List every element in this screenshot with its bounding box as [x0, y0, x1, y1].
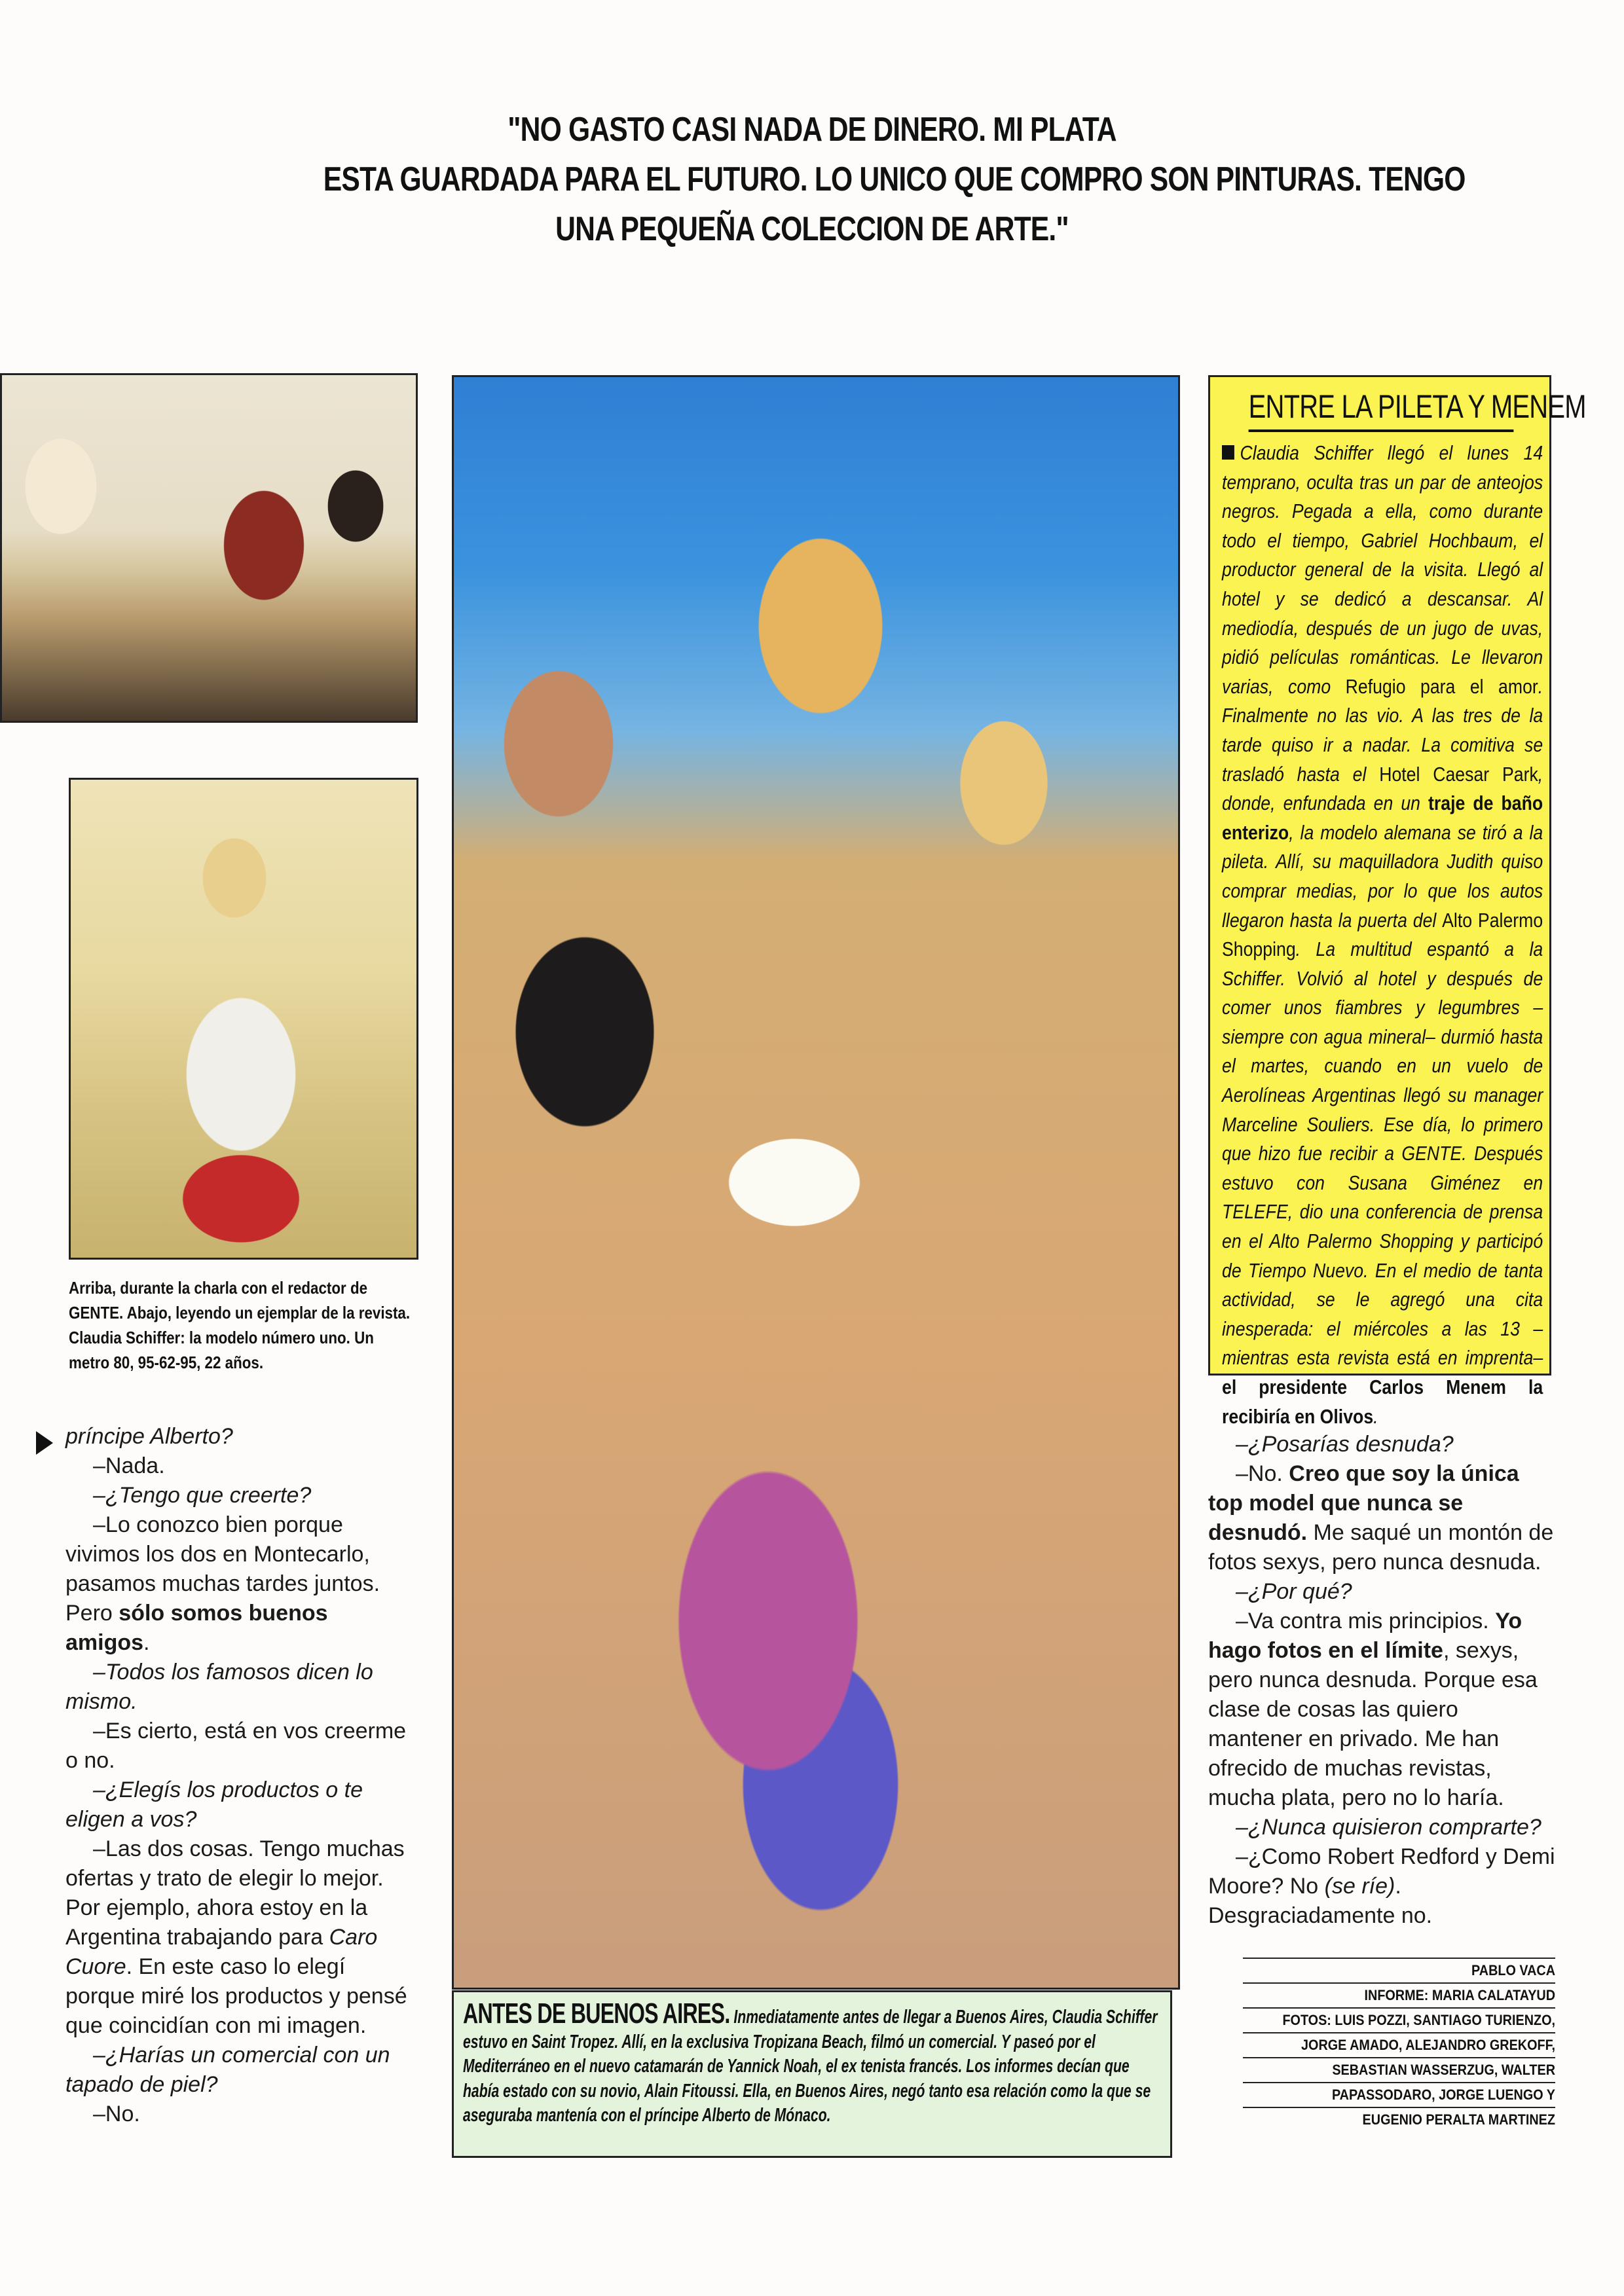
caption-text: Inmediatamente antes de llegar a Buenos Aires, Claudia Schiffer estuvo en Saint Tropez. Allí, en la exclusiva Tropizana Beach, filmó un comercial. Y paseó por el Mediterráneo en el nuevo catamarán de Yannick Noah, el ex tenista francés. Los informes decían que había estado con su novio, Alain Fitoussi. Ella, en Buenos Aires, negó tanto esa relación como la que se aseguraba mantenía con el príncipe Alberto de Mónaco. [463, 2007, 1158, 2126]
question: –¿Por qué? [1236, 1579, 1352, 1604]
square-bullet-icon [1222, 445, 1234, 460]
question: –¿Harías un comercial con un tapado de piel? [65, 2043, 390, 2097]
headline-quote [323, 105, 1466, 254]
answer: –Nada. [93, 1453, 165, 1478]
credit-author: PABLO VACA [1243, 1958, 1555, 1982]
beach-photo-caption [452, 1990, 1172, 2158]
interview-column-left [65, 1422, 415, 2129]
photo-interview-room [0, 373, 418, 723]
credit-report: INFORME: MARIA CALATAYUD [1243, 1982, 1555, 2007]
credit-photos: EUGENIO PERALTA MARTINEZ [1243, 2107, 1555, 2132]
answer: –No. Creo que soy la única top model que nunca se desnudó. Me saqué un montón de fotos sexys, pero nunca desnuda. [1208, 1461, 1554, 1575]
question: –¿Nunca quisieron comprarte? [1236, 1815, 1541, 1840]
answer: –¿Como Robert Redford y Demi Moore? No (se ríe). Desgraciadamente no. [1208, 1844, 1555, 1928]
credit-photos: SEBASTIAN WASSERZUG, WALTER [1243, 2057, 1555, 2082]
answer: –Las dos cosas. Tengo muchas ofertas y trato de elegir lo mejor. Por ejemplo, ahora estoy en la Argentina trabajando para Caro Cuore. En este caso lo elegí porque miré los productos y pensé que coincidían con mi imagen. [65, 1836, 407, 2038]
answer: –Es cierto, está en vos creerme o no. [65, 1719, 407, 1773]
answer: –Va contra mis principios. Yo hago fotos en el límite, sexys, pero nunca desnuda. Porque esa clase de cosas las quiero mantener en privado. Me han ofrecido de muchas revistas, mucha plata, pero no lo haría. [1208, 1609, 1538, 1810]
question: –¿Tengo que creerte? [93, 1483, 312, 1508]
sidebar-text: Claudia Schiffer llegó el lunes 14 temprano, oculta tras un par de anteojos negros. Pegada a ella, como durante todo el tiempo, Gabriel Hochbaum, el productor general de la visita. Llegó al hotel y se dedicó a descansar. Al mediodía, después de un jugo de uvas, pidió películas románticas. Le llevaron varias, como Refugio para el amor. Finalmente no las vio. A las tres de la tarde quiso ir a nadar. La comitiva se trasladó hasta el Hotel Caesar Park, donde, enfundada en un traje de baño enterizo, la modelo alemana se tiró a la pileta. Allí, su maquilladora Judith quiso comprar medias, por lo que los autos llegaron hasta la puerta del Alto Palermo Shopping. La multitud espantó a la Schiffer. Volvió al hotel y después de comer unos fiambres y legumbres –siempre con agua mineral– durmió hasta el martes, cuando en un vuelo de Aerolíneas Argentinas llegó su manager Marceline Souliers. Ese día, lo primero que hizo fue recibir a GENTE. Después estuvo con Susana Giménez en TELEFE, dio una conferencia de prensa en el Alto Palermo Shopping y participó de Tiempo Nuevo. En el medio de tanta actividad, se le agregó una cita inesperada: el miércoles a las 13 –mientras esta revista está en imprenta– el presidente Carlos Menem la recibiría en Olivos. [1222, 441, 1543, 1428]
highlight: sólo somos buenos amigos [65, 1601, 328, 1655]
question: –¿Posarías desnuda? [1236, 1432, 1454, 1457]
credit-photos: FOTOS: LUIS POZZI, SANTIAGO TURIENZO, [1243, 2007, 1555, 2032]
photo-beach-walk [452, 375, 1180, 1990]
credit-photos: PAPASSODARO, JORGE LUENGO Y [1243, 2082, 1555, 2107]
answer: –Lo conozco bien porque vivimos los dos en Montecarlo, pasamos muchas tardes juntos. Pero sólo somos buenos amigos. [65, 1512, 380, 1655]
sidebar-box [1208, 375, 1586, 1428]
headline-line-1: "NO GASTO CASI NADA DE DINERO. MI PLATA [507, 111, 1116, 149]
continuation-arrow-icon [36, 1431, 53, 1455]
question: –¿Elegís los productos o te eligen a vos? [65, 1777, 363, 1832]
credits [1208, 1958, 1555, 2132]
sidebar-title: ENTRE LA PILETA Y MENEM [1249, 388, 1514, 432]
credit-photos: JORGE AMADO, ALEJANDRO GREKOFF, [1243, 2032, 1555, 2057]
highlight: Creo que soy la única top model que nunca se desnudó. [1208, 1461, 1519, 1545]
caption-title: ANTES DE BUENOS AIRES. [463, 1997, 730, 2030]
photo-caption: Arriba, durante la charla con el redactor de GENTE. Abajo, leyendo un ejemplar de la revista. Claudia Schiffer: la modelo número uno. Un metro 80, 95-62-95, 22 años. [69, 1278, 411, 1372]
interview-column-right [1208, 1430, 1555, 1931]
photo-reading-magazine [69, 778, 418, 1260]
question: príncipe Alberto? [65, 1424, 233, 1449]
highlight: Yo hago fotos en el límite [1208, 1609, 1522, 1663]
answer: –No. [93, 2102, 140, 2126]
headline-line-2: ESTA GUARDADA PARA EL FUTURO. LO UNICO QUE COMPRO SON PINTURAS. TENGO [323, 160, 1466, 198]
brand-name: Caro Cuore [65, 1925, 378, 1979]
headline-line-3: UNA PEQUEÑA COLECCION DE ARTE." [555, 210, 1069, 248]
question: –Todos los famosos dicen lo mismo. [65, 1660, 373, 1714]
